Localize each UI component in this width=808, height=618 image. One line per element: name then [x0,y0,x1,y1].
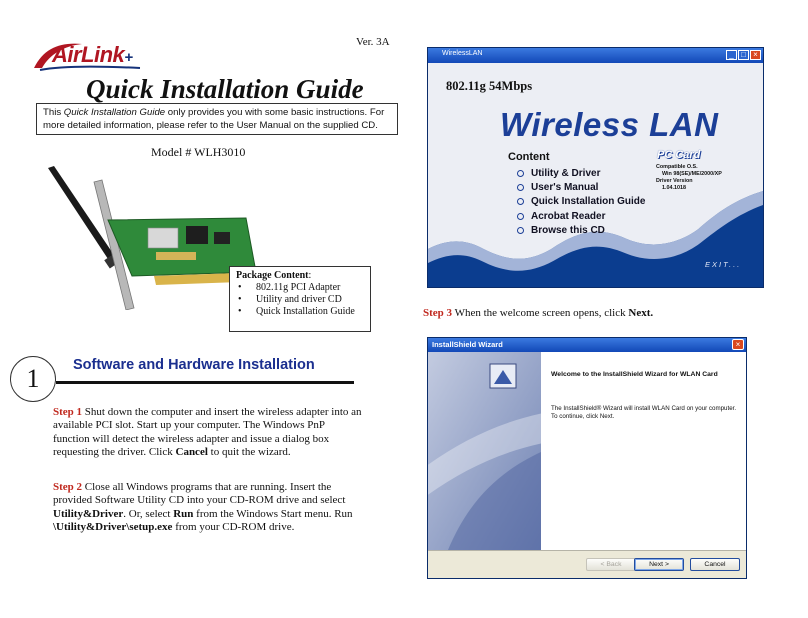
back-button[interactable]: < Back [586,558,636,571]
list-item: • 802.11g PCI Adapter [236,282,364,294]
wizard-body-text: The InstallShield® Wizard will install WLAN Card on your computer. To continue, click Next. [551,405,737,421]
wizard-side-graphic [428,352,541,550]
list-item: • Utility and driver CD [236,294,364,306]
section-number: 1 [10,356,56,402]
close-button[interactable]: × [732,339,744,350]
model-number: Model # WLH3010 [151,145,246,159]
package-content-title: Package Content: [236,270,312,281]
speed-label: 802.11g 54Mbps [446,79,533,93]
bullet-icon [517,227,524,234]
section-divider [56,381,354,384]
installshield-icon [490,364,516,388]
step-1-label: Step 1 [53,406,83,418]
step-2-label: Step 2 [53,481,83,493]
content-heading: Content [508,151,550,163]
section-title: Software and Hardware Installation [73,357,315,373]
pc-card-label: PC Card [657,149,701,161]
bullet-icon [517,170,524,177]
step-3-label: Step 3 [423,307,453,319]
close-button[interactable]: × [750,50,761,60]
package-content-list [236,282,364,318]
menu-item-utility-driver[interactable]: Utility & Driver [517,166,645,180]
window-title: InstallShield Wizard [432,340,503,349]
menu-item-browse-cd[interactable]: Browse this CD [517,223,645,237]
menu-item-acrobat-reader[interactable]: Acrobat Reader [517,209,645,223]
window-title: WirelessLAN [442,50,483,57]
step-1-text: Step 1 Shut down the computer and insert the wireless adapter into an available PCI slot. Start up your computer. The Windows PnP function will detect the wireless adapter and issue a dialog box requesting the driver. Click Cancel to quit the wizard. [53,406,362,459]
document-title: Quick Installation Guide [86,74,364,104]
pci-adapter-photo [36,160,261,310]
step-2-text: Step 2 Close all Windows programs that are running. Insert the provided Software Utility CD into your CD-ROM drive and select Utility&Driver. Or, select Run from the Windows Start menu. Run \Utility&Driver\setup.exe from your CD-ROM drive. [53,481,353,534]
autorun-menu [517,166,645,237]
next-button[interactable]: Next > [634,558,684,571]
version-label: Ver. 3A [356,36,390,48]
cancel-button[interactable]: Cancel [690,558,740,571]
bullet-icon [517,184,524,191]
package-content-box [229,266,371,332]
wizard-heading: Welcome to the InstallShield Wizard for WLAN Card [551,371,718,378]
maximize-button[interactable]: □ [738,50,749,60]
wireless-lan-window [427,47,764,288]
brand-name: AirLink+ [52,42,133,67]
minimize-button[interactable]: _ [726,50,737,60]
wizard-content [541,352,747,550]
menu-item-users-manual[interactable]: User's Manual [517,180,645,194]
intro-notice: This Quick Installation Guide only provides you with some basic instructions. For more detailed information, please refer to the User Manual on the supplied CD. [36,103,398,135]
menu-item-quick-installation-guide[interactable]: Quick Installation Guide [517,195,645,209]
bullet-icon [517,213,524,220]
list-item: • Quick Installation Guide [236,306,364,318]
compatibility-info: Compatible O.S. Win 98(SE)/ME/2000/XP Driver Version 1.04.1018 [656,164,722,191]
step-3-text: Step 3 When the welcome screen opens, click Next. [423,307,654,319]
exit-button[interactable]: EXIT... [705,260,742,269]
bullet-icon [517,198,524,205]
installshield-window [427,337,747,579]
wireless-lan-banner: Wireless LAN [500,106,719,143]
